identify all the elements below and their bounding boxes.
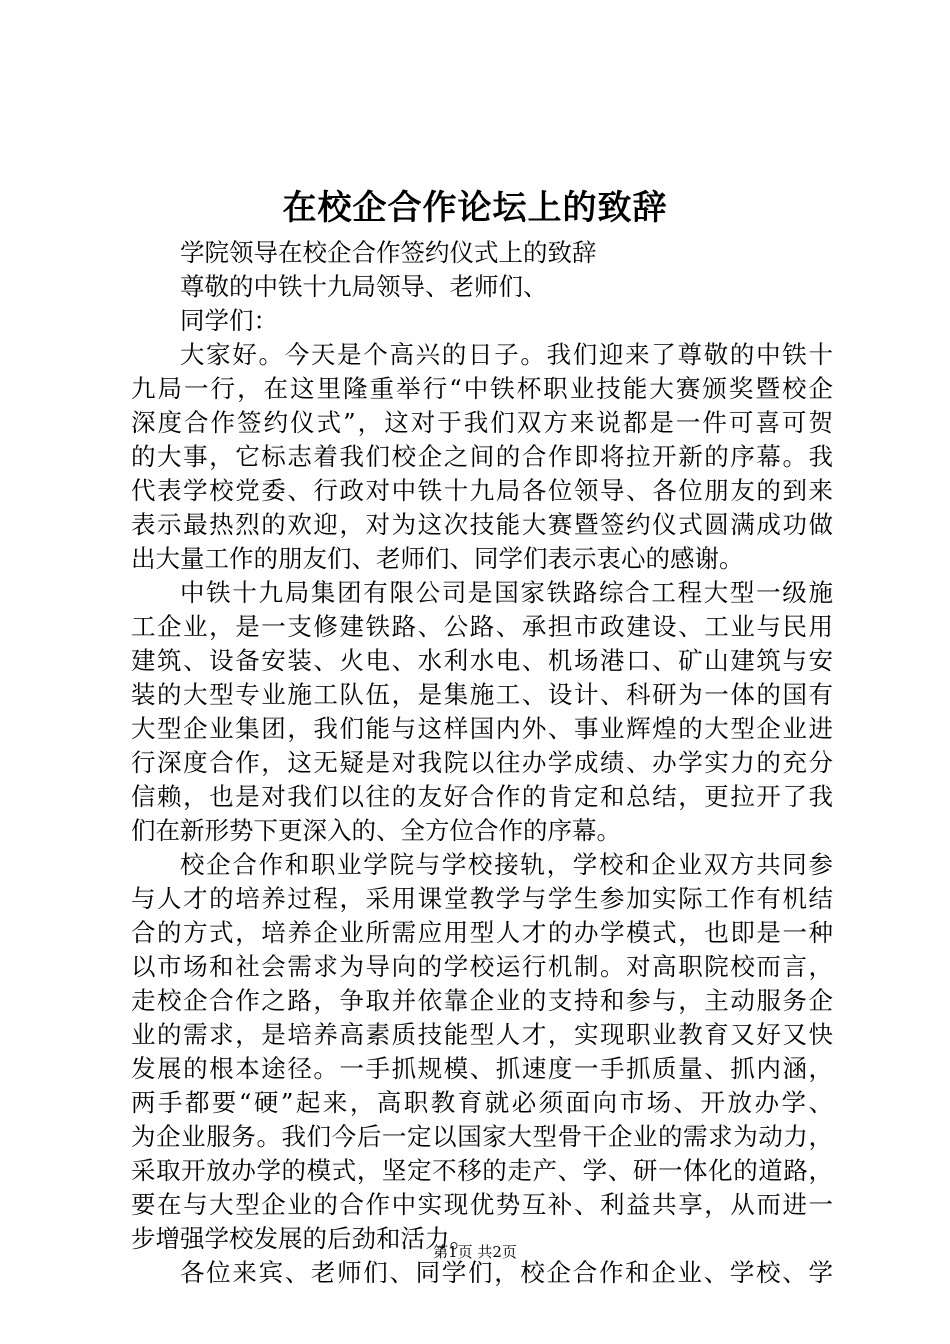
body-line: 走校企合作之路，争取并依靠企业的支持和参与，主动服务企 (131, 986, 833, 1015)
body-line: 中铁十九局集团有限公司是国家铁路综合工程大型一级施 (180, 578, 833, 607)
body-line: 表示最热烈的欢迎，对为这次技能大赛暨签约仪式圆满成功做 (131, 510, 833, 539)
document-title: 在校企合作论坛上的致辞 (282, 188, 668, 228)
body-line: 们在新形势下更深入的、全方位合作的序幕。 (131, 816, 621, 845)
body-line: 行深度合作，这无疑是对我院以往办学成绩、办学实力的充分 (131, 748, 833, 777)
body-line: 发展的根本途径。一手抓规模、抓速度一手抓质量、抓内涵， (131, 1054, 833, 1083)
body-line: 出大量工作的朋友们、老师们、同学们表示衷心的感谢。 (131, 544, 744, 573)
body-line: 以市场和社会需求为导向的学校运行机制。对高职院校而言， (131, 952, 833, 981)
body-line: 大型企业集团，我们能与这样国内外、事业辉煌的大型企业进 (131, 714, 833, 743)
body-line: 为企业服务。我们今后一定以国家大型骨干企业的需求为动力， (131, 1122, 833, 1151)
body-line: 装的大型专业施工队伍，是集施工、设计、科研为一体的国有 (131, 680, 833, 709)
body-line: 业的需求，是培养高素质技能型人才，实现职业教育又好又快 (131, 1020, 833, 1049)
body-line: 的大事，它标志着我们校企之间的合作即将拉开新的序幕。我 (131, 442, 833, 471)
body-line: 同学们： (180, 306, 278, 335)
body-line: 与人才的培养过程，采用课堂教学与学生参加实际工作有机结 (131, 884, 833, 913)
body-line: 校企合作和职业学院与学校接轨，学校和企业双方共同参 (180, 850, 833, 879)
body-line: 采取开放办学的模式，坚定不移的走产、学、研一体化的道路， (131, 1156, 833, 1185)
body-line: 九局一行，在这里隆重举行“中铁杯职业技能大赛颁奖暨校企 (131, 374, 833, 403)
body-line: 大家好。今天是个高兴的日子。我们迎来了尊敬的中铁十 (180, 340, 833, 369)
body-line: 信赖，也是对我们以往的友好合作的肯定和总结，更拉开了我 (131, 782, 833, 811)
body-line: 步增强学校发展的后劲和活力。 (131, 1224, 474, 1253)
body-line: 工企业，是一支修建铁路、公路、承担市政建设、工业与民用 (131, 612, 833, 641)
page-footer: 第1页 共2页 (433, 1243, 517, 1261)
body-line: 学院领导在校企合作签约仪式上的致辞 (180, 238, 597, 267)
body-line: 尊敬的中铁十九局领导、老师们、 (180, 272, 548, 301)
body-line: 两手都要“硬”起来，高职教育就必须面向市场、开放办学、 (131, 1088, 833, 1117)
body-line: 建筑、设备安装、火电、水利水电、机场港口、矿山建筑与安 (131, 646, 833, 675)
body-line: 代表学校党委、行政对中铁十九局各位领导、各位朋友的到来 (131, 476, 833, 505)
document-body (131, 236, 833, 1290)
body-line: 深度合作签约仪式”，这对于我们双方来说都是一件可喜可贺 (131, 408, 833, 437)
body-line: 各位来宾、老师们、同学们，校企合作和企业、学校、学 (180, 1258, 833, 1287)
body-line: 合的方式，培养企业所需应用型人才的办学模式，也即是一种 (131, 918, 833, 947)
body-line: 要在与大型企业的合作中实现优势互补、利益共享，从而进一 (131, 1190, 833, 1219)
